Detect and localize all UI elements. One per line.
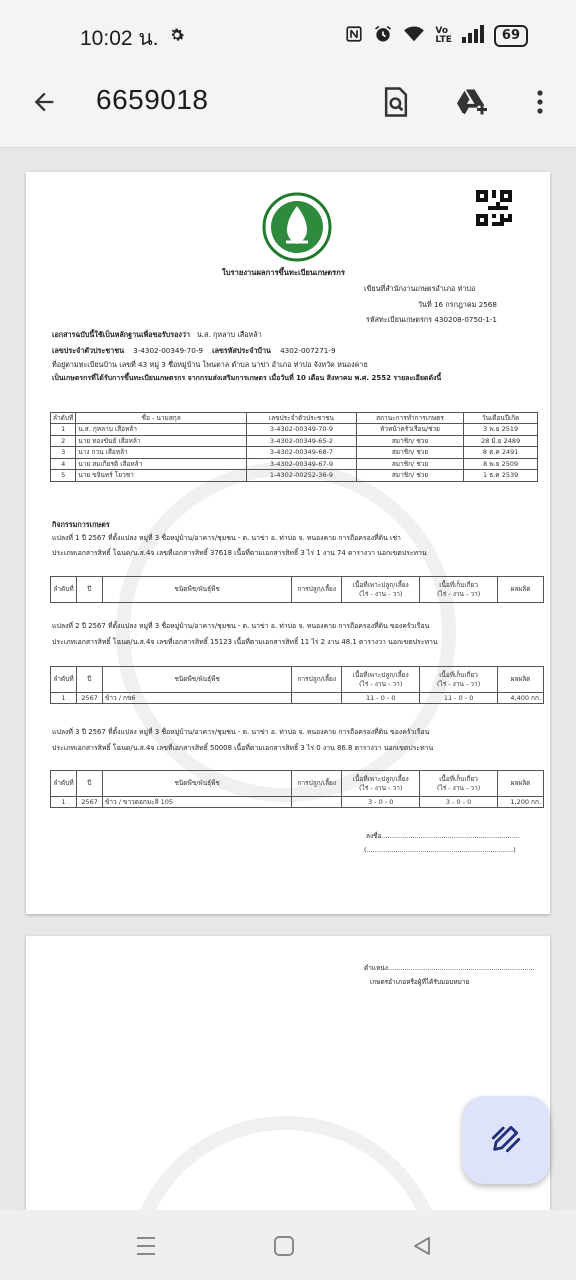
plot1-line1: แปลงที่ 1 ปี 2567 ที่ตั้งแปลง หมู่ที่ 3 ชื่อหมู่บ้าน/อาคาร/ชุมชน - ต. นาข่า อ. ท่าบ่อ จ. หนองคาย การถือครองที่ดิน เช่า bbox=[52, 534, 401, 542]
table-cell: นาย ขจินทร์ โยวชา bbox=[76, 470, 247, 481]
table-header: ชนิดพืช/พันธุ์พืช bbox=[102, 577, 291, 603]
position-caption: เกษตรอำเภอหรือผู้ที่ได้รับมอบหมาย bbox=[370, 978, 470, 986]
header-text: เนื้อที่เก็บเกี่ยว bbox=[439, 671, 478, 680]
table-cell: 4 bbox=[51, 458, 76, 469]
crop-header-row bbox=[51, 771, 544, 797]
table-header: ลำดับที่ bbox=[51, 771, 77, 797]
table-header: ชื่อ - นามสกุล bbox=[76, 413, 247, 424]
table-cell: 8 พ.ย 2509 bbox=[464, 458, 538, 469]
address-line: ที่อยู่ตามทะเบียนบ้าน เลขที่ 43 หมู่ 3 ชื่อหมู่บ้าน โพนตาล ตำบล นาข่า อำเภอ ท่าบ่อ จังหวัด หนองคาย bbox=[52, 360, 368, 369]
table-cell: หัวหน้าครัวเรือน/ช่วย bbox=[356, 424, 464, 435]
table-cell: นาย สมเกียรติ เสือหล้า bbox=[76, 458, 247, 469]
farmer-code-line: รหัสทะเบียนเกษตรกร 430208-0750-1-1 bbox=[366, 315, 497, 324]
activity-title: กิจกรรมการเกษตร bbox=[52, 520, 110, 529]
registered-line: เป็นเกษตรกรที่ได้รับการขึ้นทะเบียนเกษตรกร จากกรมส่งเสริมการเกษตร เมื่อวันที่ 10 เดือน สิงหาคม พ.ศ. 2552 รายละเอียดดังนี้ bbox=[52, 374, 442, 382]
certify-line bbox=[52, 330, 262, 339]
table-header: ลำดับที่ bbox=[51, 667, 77, 693]
signal-icon bbox=[462, 25, 484, 47]
table-cell: 3-4302-00349-70-9 bbox=[247, 424, 357, 435]
table-header: ปี bbox=[76, 667, 102, 693]
table-cell: 1 bbox=[51, 693, 77, 704]
table-header: การปลูก/เลี้ยง bbox=[292, 667, 342, 693]
status-bar bbox=[0, 0, 576, 70]
table-header bbox=[342, 577, 420, 603]
table-cell: 5 bbox=[51, 470, 76, 481]
table-cell: 2567 bbox=[76, 693, 102, 704]
header-text: เนื้อที่เก็บเกี่ยว bbox=[439, 581, 478, 590]
table-header: ลำดับที่ bbox=[51, 577, 77, 603]
table-cell bbox=[292, 797, 342, 808]
table-header: ผลผลิต bbox=[498, 771, 544, 797]
table-cell: นาง กวน เสือหล้า bbox=[76, 447, 247, 458]
table-header: ชนิดพืช/พันธุ์พืช bbox=[102, 667, 291, 693]
table-cell: 8 ต.ค 2491 bbox=[464, 447, 538, 458]
table-header bbox=[420, 771, 498, 797]
table-row bbox=[51, 424, 538, 435]
table-cell: นาย ทองขันธ์ เสือหล้า bbox=[76, 435, 247, 446]
table-cell: ข้าว / กข6 bbox=[102, 693, 291, 704]
house-value: 4302-007271-9 bbox=[280, 346, 336, 355]
house-label: เลขรหัสประจำบ้าน bbox=[212, 346, 271, 355]
plot3-line1: แปลงที่ 3 ปี 2567 ที่ตั้งแปลง หมู่ที่ 3 ชื่อหมู่บ้าน/อาคาร/ชุมชน - ต. นาข่า อ. ท่าบ่อ จ. หนองคาย การถือครองที่ดิน ของครัวเรือน bbox=[52, 728, 430, 736]
system-nav-bar bbox=[0, 1210, 576, 1280]
header-text: เนื้อที่เพาะปลูก/เลี้ยง bbox=[352, 581, 409, 590]
table-row bbox=[51, 447, 538, 458]
table-cell: 11 - 0 - 0 bbox=[420, 693, 498, 704]
wifi-icon bbox=[403, 25, 425, 47]
crop-header-row bbox=[51, 577, 544, 603]
document-viewer[interactable] bbox=[0, 148, 576, 1210]
plot1-line2: ประเภทเอกสารสิทธิ์ โฉนด/น.ส.4จ เลขที่เอกสารสิทธิ์ 37618 เนื้อที่ตามเอกสารสิทธิ์ 3 ไร่ 1 งาน 74 ตารางวา นอกเขตประทาน bbox=[52, 549, 427, 557]
table-cell: 1 ธ.ค 2539 bbox=[464, 470, 538, 481]
recent-apps-icon[interactable] bbox=[126, 1226, 166, 1266]
table-header: ผลผลิต bbox=[498, 577, 544, 603]
header-subtext: (ไร่ - งาน - วา) bbox=[436, 783, 481, 792]
table-cell bbox=[292, 693, 342, 704]
table-cell: 3 bbox=[51, 447, 76, 458]
header-text: เนื้อที่เก็บเกี่ยว bbox=[439, 775, 478, 784]
table-cell: 1-4302-00252-36-9 bbox=[247, 470, 357, 481]
table-cell: สมาชิก/ ช่วย bbox=[356, 447, 464, 458]
table-row bbox=[51, 458, 538, 469]
header-subtext: (ไร่ - งาน - วา) bbox=[436, 589, 481, 598]
table-cell: 3 - 0 - 0 bbox=[420, 797, 498, 808]
table-row bbox=[51, 435, 538, 446]
alarm-icon bbox=[373, 24, 393, 48]
back-arrow-icon[interactable] bbox=[24, 82, 64, 122]
certify-name: น.ส. กุหลาบ เสือหล้า bbox=[196, 330, 262, 339]
table-row bbox=[51, 693, 544, 704]
table-header bbox=[420, 577, 498, 603]
header-subtext: (ไร่ - งาน - วา) bbox=[436, 679, 481, 688]
crop-header-row bbox=[51, 667, 544, 693]
edit-pen-icon bbox=[489, 1121, 523, 1159]
table-cell: 1,200 กก. bbox=[498, 797, 544, 808]
document-page-1 bbox=[26, 172, 550, 914]
more-options-icon[interactable] bbox=[520, 82, 560, 122]
header-subtext: (ไร่ - งาน - วา) bbox=[359, 783, 403, 792]
table-cell: สมาชิก/ ช่วย bbox=[356, 435, 464, 446]
plot1-crop-table bbox=[50, 576, 544, 603]
nfc-icon bbox=[345, 25, 363, 47]
plot3-line2: ประเภทเอกสารสิทธิ์ โฉนด/น.ส.4จ เลขที่เอกสารสิทธิ์ 50008 เนื้อที่ตามเอกสารสิทธิ์ 3 ไร่ 0 งาน 86.8 ตารางวา นอกเขตประทาน bbox=[52, 744, 434, 752]
table-cell: 4,400 กก. bbox=[498, 693, 544, 704]
table-header: การปลูก/เลี้ยง bbox=[292, 771, 342, 797]
header-subtext: (ไร่ - งาน - วา) bbox=[359, 679, 403, 688]
plot2-line1: แปลงที่ 2 ปี 2567 ที่ตั้งแปลง หมู่ที่ 3 ชื่อหมู่บ้าน/อาคาร/ชุมชน - ต. นาข่า อ. ท่าบ่อ จ. หนองคาย การถือครองที่ดิน ของครัวเรือน bbox=[52, 622, 430, 630]
table-cell: 3 พ.ย 2519 bbox=[464, 424, 538, 435]
members-header-row bbox=[51, 413, 538, 424]
table-header: ปี bbox=[76, 771, 102, 797]
qr-code-icon bbox=[476, 190, 512, 226]
table-header: การปลูก/เลี้ยง bbox=[292, 577, 342, 603]
status-time: 10:02 น. bbox=[80, 27, 159, 50]
add-to-drive-icon[interactable] bbox=[452, 82, 492, 122]
table-cell: น.ส. กุหลาบ เสือหล้า bbox=[76, 424, 247, 435]
table-cell: 3-4302-00349-68-7 bbox=[247, 447, 357, 458]
department-logo-icon bbox=[262, 192, 332, 262]
plot2-crop-table bbox=[50, 666, 544, 704]
app-bar bbox=[0, 70, 576, 148]
table-header: ลำดับที่ bbox=[51, 413, 76, 424]
table-cell: 2 bbox=[51, 435, 76, 446]
table-cell: 2567 bbox=[76, 797, 102, 808]
header-text: เนื้อที่เพาะปลูก/เลี้ยง bbox=[352, 671, 409, 680]
table-row bbox=[51, 470, 538, 481]
table-header: ชนิดพืช/พันธุ์พืช bbox=[102, 771, 291, 797]
document-title: 6659018 bbox=[96, 84, 209, 115]
id-label: เลขประจำตัวประชาชน bbox=[52, 346, 124, 355]
table-header: สถานะการทำการเกษตร bbox=[356, 413, 464, 424]
table-cell: 1 bbox=[51, 797, 77, 808]
settings-icon bbox=[168, 26, 186, 48]
table-header bbox=[342, 771, 420, 797]
table-cell: 3-4302-00349-67-9 bbox=[247, 458, 357, 469]
volte-icon: Vo LTE bbox=[435, 26, 452, 45]
id-line bbox=[52, 346, 336, 355]
table-header: วันเดือนปีเกิด bbox=[464, 413, 538, 424]
table-cell: 3-4302-00349-65-2 bbox=[247, 435, 357, 446]
battery-icon: 69 bbox=[494, 25, 528, 47]
certify-label: เอกสารฉบับนี้ใช้เป็นหลักฐานเพื่อขอรับรองว่า bbox=[52, 330, 190, 339]
header-subtext: (ไร่ - งาน - วา) bbox=[359, 589, 403, 598]
table-cell: สมาชิก/ ช่วย bbox=[356, 470, 464, 481]
table-header: ผลผลิต bbox=[498, 667, 544, 693]
annotate-button[interactable] bbox=[462, 1096, 550, 1184]
members-table bbox=[50, 412, 538, 482]
home-icon[interactable] bbox=[264, 1226, 304, 1266]
date-line: วันที่ 16 กรกฎาคม 2568 bbox=[418, 300, 497, 309]
status-icons bbox=[345, 24, 528, 48]
id-value: 3-4302-00349-70-9 bbox=[133, 346, 203, 355]
signature-line: ลงชื่อ................................................................... bbox=[366, 832, 520, 840]
table-cell: 28 มิ.ย 2489 bbox=[464, 435, 538, 446]
table-header: ปี bbox=[76, 577, 102, 603]
find-in-document-icon[interactable] bbox=[376, 82, 416, 122]
header-text: เนื้อที่เพาะปลูก/เลี้ยง bbox=[352, 775, 409, 784]
table-row bbox=[51, 797, 544, 808]
back-nav-icon[interactable] bbox=[402, 1226, 442, 1266]
table-header bbox=[342, 667, 420, 693]
table-cell: ข้าว / ขาวดอกมะลิ 105 bbox=[102, 797, 291, 808]
watermark-seal bbox=[126, 1116, 446, 1210]
table-header bbox=[420, 667, 498, 693]
report-heading: ใบรายงานผลการขึ้นทะเบียนเกษตรกร bbox=[222, 268, 345, 277]
table-cell: 1 bbox=[51, 424, 76, 435]
plot2-line2: ประเภทเอกสารสิทธิ์ โฉนด/น.ส.4จ เลขที่เอกสารสิทธิ์ 15123 เนื้อที่ตามเอกสารสิทธิ์ 11 ไร่ 2 งาน 48.1 ตารางวา นอกเขตประทาน bbox=[52, 638, 438, 646]
table-cell: สมาชิก/ ช่วย bbox=[356, 458, 464, 469]
table-cell: 11 - 0 - 0 bbox=[342, 693, 420, 704]
signature-name-line: (.......................................................................) bbox=[364, 846, 516, 854]
office-line: เขียนที่สำนักงานเกษตรอำเภอ ท่าบ่อ bbox=[364, 284, 476, 293]
table-cell: 3 - 0 - 0 bbox=[342, 797, 420, 808]
plot3-crop-table bbox=[50, 770, 544, 808]
position-line: ตำแหน่ง....................................................................... bbox=[364, 964, 535, 972]
table-header: เลขประจำตัวประชาชน bbox=[247, 413, 357, 424]
